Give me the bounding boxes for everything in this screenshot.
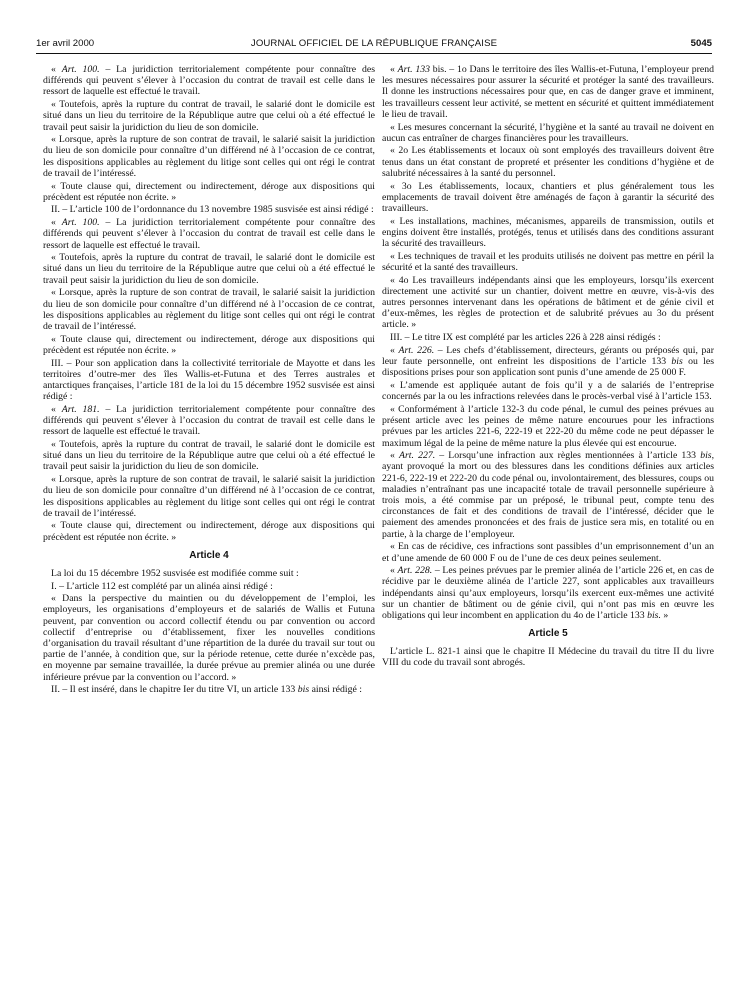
paragraph: « Lorsque, après la rupture de son contrat de travail, le salarié saisit la juridiction du lieu de son domicile pour connaître d’un différend né à l’occasion de ce contrat, les dispositions applicables au règlement du litige sont celles qui ont régi le contrat de travail de l’intéressé. [43, 474, 375, 519]
header-title: JOURNAL OFFICIEL DE LA RÉPUBLIQUE FRANÇAISE [250, 38, 498, 49]
paragraph: III. – Pour son application dans la collectivité territoriale de Mayotte et dans les territoires d’outre-mer des îles Wallis-et-Futuna et des Terres australes et antarctiques françaises, l’article 181 de la loi du 15 décembre 1952 susvisée est ainsi rédigé : [43, 357, 375, 403]
paragraph: « Conformément à l’article 132-3 du code pénal, le cumul des peines prévues au présent article avec les peines de même nature encourues pour les infractions prévues par les articles 221-6, 222-19 et 222-20 du même code ne peut dépasser le maximum légal de la peine de même nature la plus élevée qui est encourue. [382, 403, 714, 449]
article-ref: Art. 227. [399, 450, 436, 462]
paragraph: « 2o Les établissements et locaux où sont employés des travailleurs doivent être tenus dans un état constant de propreté et présenter les conditions d’hygiène et de salubrité nécessaires à la santé du personnel. [382, 145, 714, 179]
right-column [382, 64, 714, 670]
paragraph: « Art. 133 bis. – 1o Dans le territoire des îles Wallis-et-Futuna, l’employeur prend les mesures nécessaires pour assurer la sécurité et protéger la santé des travailleurs. Il donne les instructions nécessaires pour que, en cas de danger grave et imminent, les travailleurs cessent leur activité, se mettent en sécurité et quittent immédiatement le lieu de travail. [382, 64, 714, 120]
paragraph: « Art. 100. – La juridiction territorialement compétente pour connaître des différends qui peuvent s’élever à l’occasion du contrat de travail est celle dans le ressort de laquelle est effectué le travail. [43, 64, 375, 98]
paragraph: « 3o Les établissements, locaux, chantiers et plus généralement tous les emplacements de travail doivent être aménagés de façon à garantir la sécurité des travailleurs. [382, 180, 714, 214]
paragraph: « En cas de récidive, ces infractions sont passibles d’un emprisonnement d’un an et d’une amende de 60 000 F ou de l’une de ces deux peines seulement. [382, 541, 714, 564]
paragraph: « Lorsque, après la rupture de son contrat de travail, le salarié saisit la juridiction du lieu de son domicile pour connaître d’un différend né à l’occasion de ce contrat, les dispositions applicables au règlement du litige sont celles qui ont régi le contrat de travail de l’intéressé. [43, 287, 375, 332]
paragraph: « Art. 228. – Les peines prévues par le premier alinéa de l’article 226 et, en cas de récidive par le deuxième alinéa de l’article 227, sont applicables aux travailleurs indépendants ainsi qu’aux employeurs, lorsqu’ils exercent eux-mêmes une activité sur un chantier de bâtiment ou de génie civil, qui n’ont pas mis en œuvre les obligations qui leur incombent en application du 4o de l’article 133 bis. » [382, 565, 714, 622]
article-ref: Art. 100. [61, 217, 100, 229]
paragraph: « L’amende est appliquée autant de fois qu’il y a de salariés de l’entreprise concernés par la ou les infractions relevées dans le procès-verbal visé à l’article 153. [382, 379, 714, 403]
paragraph: « Art. 227. – Lorsqu’une infraction aux règles mentionnées à l’article 133 bis, ayant provoqué la mort ou des blessures dans les conditions définies aux articles 221-6, 222-19 et 222-20 du code pénal ou, involontairement, des blessures, coups ou maladies n’entraînant pas une incapacité totale de travail personnelle supérieure à trois mois, a été commise par un préposé, le tribunal peut, compte tenu des circonstances de fait et des conditions de travail de l’intéressé, décider que le paiement des amendes prononcées et des frais de justice sera mis, en totalité ou en partie, à la charge de l’employeur. [382, 450, 715, 540]
paragraph: III. – Le titre IX est complété par les articles 226 à 228 ainsi rédigés : [390, 332, 661, 344]
paragraph: « Toutefois, après la rupture du contrat de travail, le salarié dont le domicile est situé dans un lieu du territoire de la République autre que celui où a été effectué le travail peut saisir la juridiction du lieu de son domicile. [43, 252, 375, 286]
paragraph: « Art. 100. – La juridiction territorialement compétente pour connaître des différends qui peuvent s’élever à l’occasion du contrat de travail est celle dans le ressort de laquelle est effectué le travail. [43, 217, 375, 251]
article-4-heading: Article 4 [189, 549, 229, 561]
paragraph: « Lorsque, après la rupture de son contrat de travail, le salarié saisit la juridiction du lieu de son domicile pour connaître d’un différend né à l’occasion de ce contrat, les dispositions applicables au règlement du litige sont celles qui ont régi le contrat de travail de l’intéressé. [43, 134, 375, 179]
paragraph: « Toutefois, après la rupture du contrat de travail, le salarié dont le domicile est situé dans un lieu du territoire de la République autre que celui où a été effectué le travail peut saisir la juridiction du lieu de son domicile. [43, 99, 375, 133]
paragraph: « Toute clause qui, directement ou indirectement, déroge aux dispositions qui précèdent est réputée non écrite. » [43, 333, 375, 356]
paragraph: L’article L. 821-1 ainsi que le chapitre II Médecine du travail du titre II du livre VIII du code du travail sont abrogés. [382, 646, 714, 669]
page-number: 5045 [690, 38, 712, 49]
paragraph: « 4o Les travailleurs indépendants ainsi que les employeurs, lorsqu’ils exercent directement une activité sur un chantier, doivent mettre en œuvre, vis-à-vis des autres personnes intervenant dans les opérations de bâtiment et de génie civil et d’eux-mêmes, les règles de protection et de salubrité prévues au 3o du présent article. » [382, 274, 714, 331]
header-date: 1er avril 2000 [36, 38, 95, 49]
paragraph: « Toutefois, après la rupture du contrat de travail, le salarié dont le domicile est situé dans un lieu du territoire de la République autre que celui où a été effectué le travail peut saisir la juridiction du lieu de son domicile. [43, 439, 375, 473]
paragraph: II. – L’article 100 de l’ordonnance du 13 novembre 1985 susvisée est ainsi rédigé : [51, 204, 374, 216]
paragraph: La loi du 15 décembre 1952 susvisée est modifiée comme suit : [51, 567, 299, 579]
paragraph: « Toute clause qui, directement ou indirectement, déroge aux dispositions qui précèdent est réputée non écrite. » [43, 520, 375, 543]
article-ref: Art. 133 [397, 64, 430, 75]
article-5-heading: Article 5 [528, 628, 568, 640]
page-header [36, 37, 712, 54]
paragraph: « Dans la perspective du maintien ou du développement de l’emploi, les employeurs, les organisations d’employeurs et de salariés de Wallis et Futuna peuvent, par convention ou accord collectif étendu ou par convention ou accord collectif d’entreprise ou d’établissement, fixer les nouvelles conditions d’organisation du travail résultant d’une répartition de la durée du travail sur tout ou partie de l’année, à condition que, sur la période retenue, cette durée n’excède pas, en moyenne par semaine travaillée, la durée prévue au premier alinéa ou une durée inférieure prévue par la convention ou l’accord. » [43, 593, 375, 683]
article-ref: Art. 228. [397, 565, 433, 577]
paragraph: I. – L’article 112 est complété par un alinéa ainsi rédigé : [51, 580, 273, 592]
paragraph: « Les installations, machines, mécanismes, appareils de transmission, outils et engins doivent être installés, protégés, tenus et utilisés dans des conditions assurant la sécurité des travailleurs. [382, 215, 714, 250]
article-ref: Art. 100. [61, 64, 100, 75]
paragraph: « Art. 181. – La juridiction territorialement compétente pour connaître des différends qui peuvent s’élever à l’occasion du contrat de travail est celle dans le ressort de laquelle est effectué le travail. [43, 403, 375, 438]
article-ref: Art. 181. [61, 403, 100, 415]
article-ref: Art. 226. [398, 344, 435, 356]
paragraph: « Art. 226. – Les chefs d’établissement, directeurs, gérants ou préposés qui, par leur faute personnelle, ont enfreint les dispositions de l’article 133 bis ou les dispositions prises pour son application sont punis d’une amende de 25 000 F. [382, 344, 714, 379]
paragraph: « Toute clause qui, directement ou indirectement, déroge aux dispositions qui précèdent est réputée non écrite. » [43, 180, 375, 203]
paragraph: « Les mesures concernant la sécurité, l’hygiène et la santé au travail ne doivent en aucun cas entraîner de charges financières pour les travailleurs. [382, 121, 714, 144]
paragraph: II. – Il est inséré, dans le chapitre Ier du titre VI, un article 133 bis ainsi rédigé : [51, 684, 362, 696]
paragraph: « Les techniques de travail et les produits utilisés ne doivent pas mettre en péril la sécurité et la santé des travailleurs. [382, 250, 714, 273]
left-column [43, 64, 375, 697]
